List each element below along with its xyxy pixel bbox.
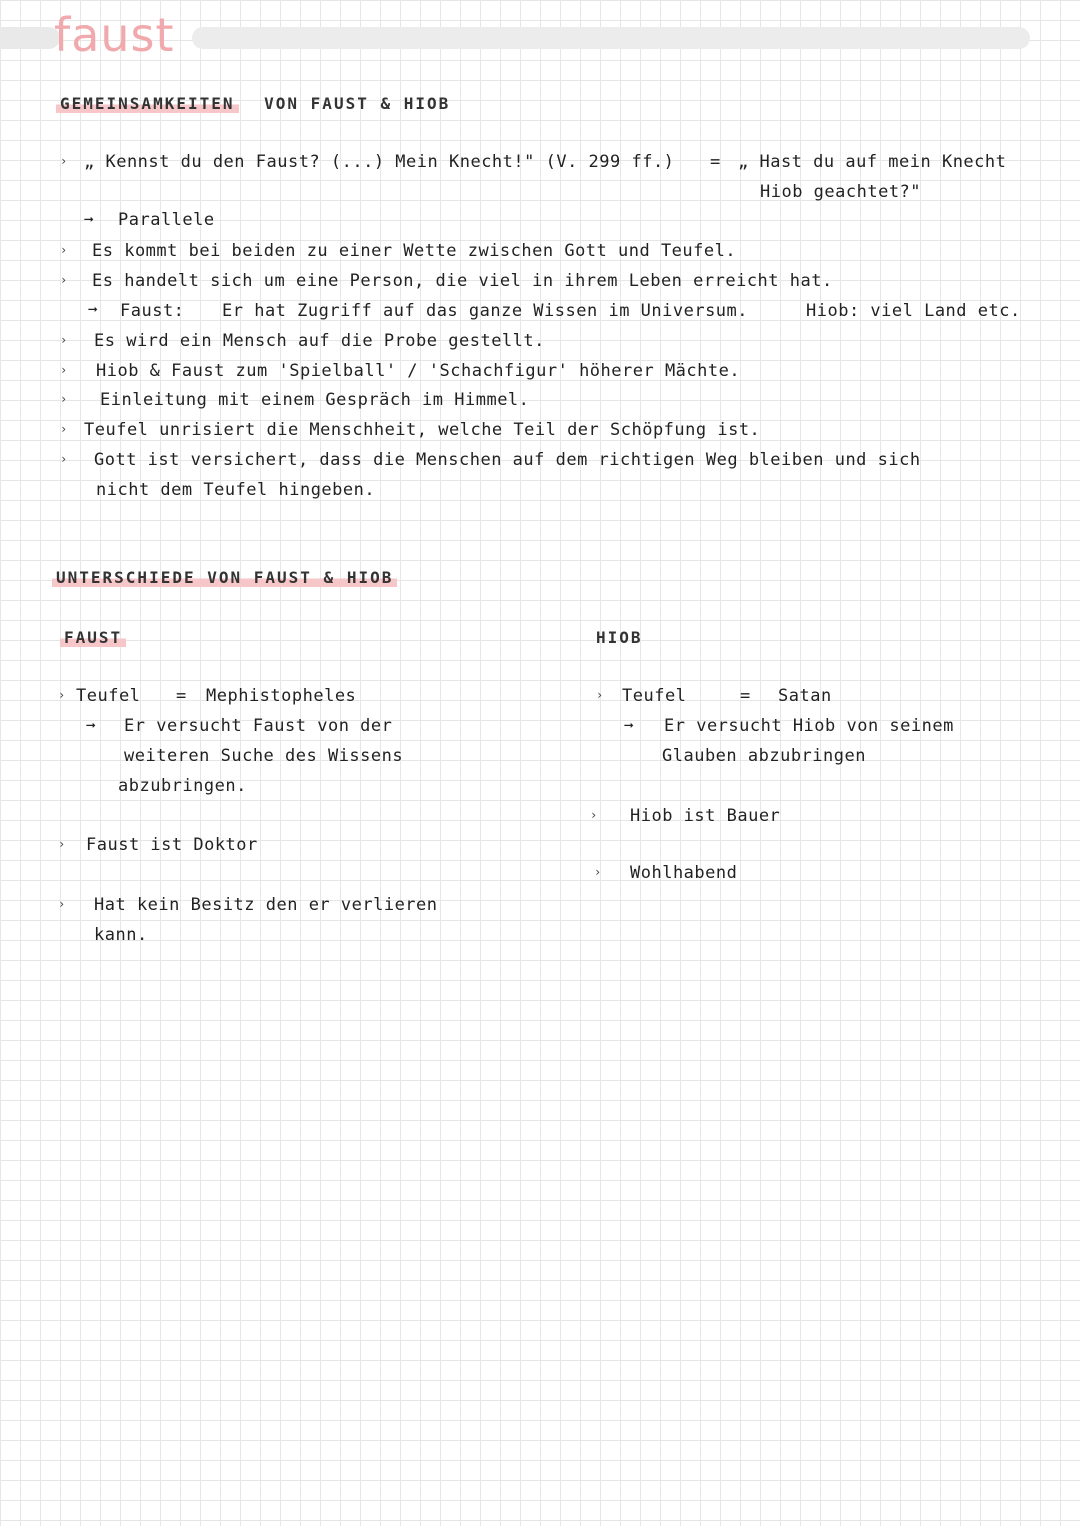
equals-sign: = xyxy=(710,152,721,172)
section-heading-gemeinsamkeiten xyxy=(56,94,450,113)
heading-text: UNTERSCHIEDE VON FAUST & HIOB xyxy=(52,568,397,587)
hiob-teufel-name: Satan xyxy=(778,686,832,706)
bullet-icon: › xyxy=(594,865,602,879)
quote-faust: „ Kennst du den Faust? (...) Mein Knecht!" (V. 299 ff.) xyxy=(84,152,675,172)
list-item: Hiob & Faust zum 'Spielball' / 'Schachfigur' höherer Mächte. xyxy=(96,361,741,381)
faust-point-continuation: kann. xyxy=(94,925,148,945)
list-item: Es kommt bei beiden zu einer Wette zwischen Gott und Teufel. xyxy=(92,241,737,261)
quote-hiob-line-2: Hiob geachtet?" xyxy=(760,182,922,202)
list-item: Es wird ein Mensch auf die Probe gestellt. xyxy=(94,331,545,351)
hiob-teufel-label: Teufel xyxy=(622,686,687,706)
bullet-icon: › xyxy=(60,392,68,406)
page-title: faust xyxy=(54,8,175,62)
hiob-point: Hiob ist Bauer xyxy=(630,806,781,826)
list-item-continuation: nicht dem Teufel hingeben. xyxy=(96,480,376,500)
faust-point: Hat kein Besitz den er verlieren xyxy=(94,895,438,915)
bullet-icon: › xyxy=(58,897,66,911)
top-bar-left xyxy=(0,27,60,49)
top-bar-right xyxy=(192,27,1030,49)
arrow-right-icon: ➞ xyxy=(86,716,96,735)
section-heading-unterschiede xyxy=(52,568,397,587)
hiob-note: Hiob: viel Land etc. xyxy=(806,301,1021,321)
bullet-icon: › xyxy=(58,837,66,851)
bullet-icon: › xyxy=(60,273,68,287)
arrow-right-icon: ➞ xyxy=(84,210,94,229)
quote-hiob-line-1: „ Hast du auf mein Knecht xyxy=(738,152,1007,172)
faust-note: Er hat Zugriff auf das ganze Wissen im Universum. xyxy=(222,301,749,321)
bullet-icon: › xyxy=(60,154,68,168)
heading-part-b: VON FAUST & HIOB xyxy=(264,94,451,113)
faust-teufel-name: Mephistopheles xyxy=(206,686,357,706)
list-item: Gott ist versichert, dass die Menschen auf dem richtigen Weg bleiben und sich xyxy=(94,450,921,470)
list-item: Es handelt sich um eine Person, die viel in ihrem Leben erreicht hat. xyxy=(92,271,833,291)
arrow-right-icon: ➞ xyxy=(624,716,634,735)
faust-column-heading xyxy=(60,628,126,647)
faust-point: Faust ist Doktor xyxy=(86,835,258,855)
faust-arrow-text: Er versucht Faust von der xyxy=(124,716,393,736)
parallel-label: Parallele xyxy=(118,210,215,230)
bullet-icon: › xyxy=(60,452,68,466)
list-item: Einleitung mit einem Gespräch im Himmel. xyxy=(100,390,530,410)
bullet-icon: › xyxy=(60,422,68,436)
hiob-arrow-text: Glauben abzubringen xyxy=(662,746,866,766)
faust-arrow-text: weiteren Suche des Wissens xyxy=(124,746,404,766)
heading-part-a: GEMEINSAMKEITEN xyxy=(56,94,239,113)
hiob-arrow-text: Er versucht Hiob von seinem xyxy=(664,716,954,736)
bullet-icon: › xyxy=(590,808,598,822)
bullet-icon: › xyxy=(60,243,68,257)
equals-sign: = xyxy=(740,686,751,706)
faust-arrow-text: abzubringen. xyxy=(118,776,247,796)
heading-text: FAUST xyxy=(60,628,126,647)
equals-sign: = xyxy=(176,686,187,706)
faust-note-label: Faust: xyxy=(120,301,185,321)
faust-teufel-label: Teufel xyxy=(76,686,141,706)
bullet-icon: › xyxy=(60,333,68,347)
bullet-icon: › xyxy=(60,363,68,377)
bullet-icon: › xyxy=(58,688,66,702)
arrow-right-icon: ➞ xyxy=(88,300,98,319)
bullet-icon: › xyxy=(596,688,604,702)
hiob-point: Wohlhabend xyxy=(630,863,738,883)
hiob-column-heading: HIOB xyxy=(596,628,643,647)
list-item: Teufel unrisiert die Menschheit, welche Teil der Schöpfung ist. xyxy=(84,420,761,440)
